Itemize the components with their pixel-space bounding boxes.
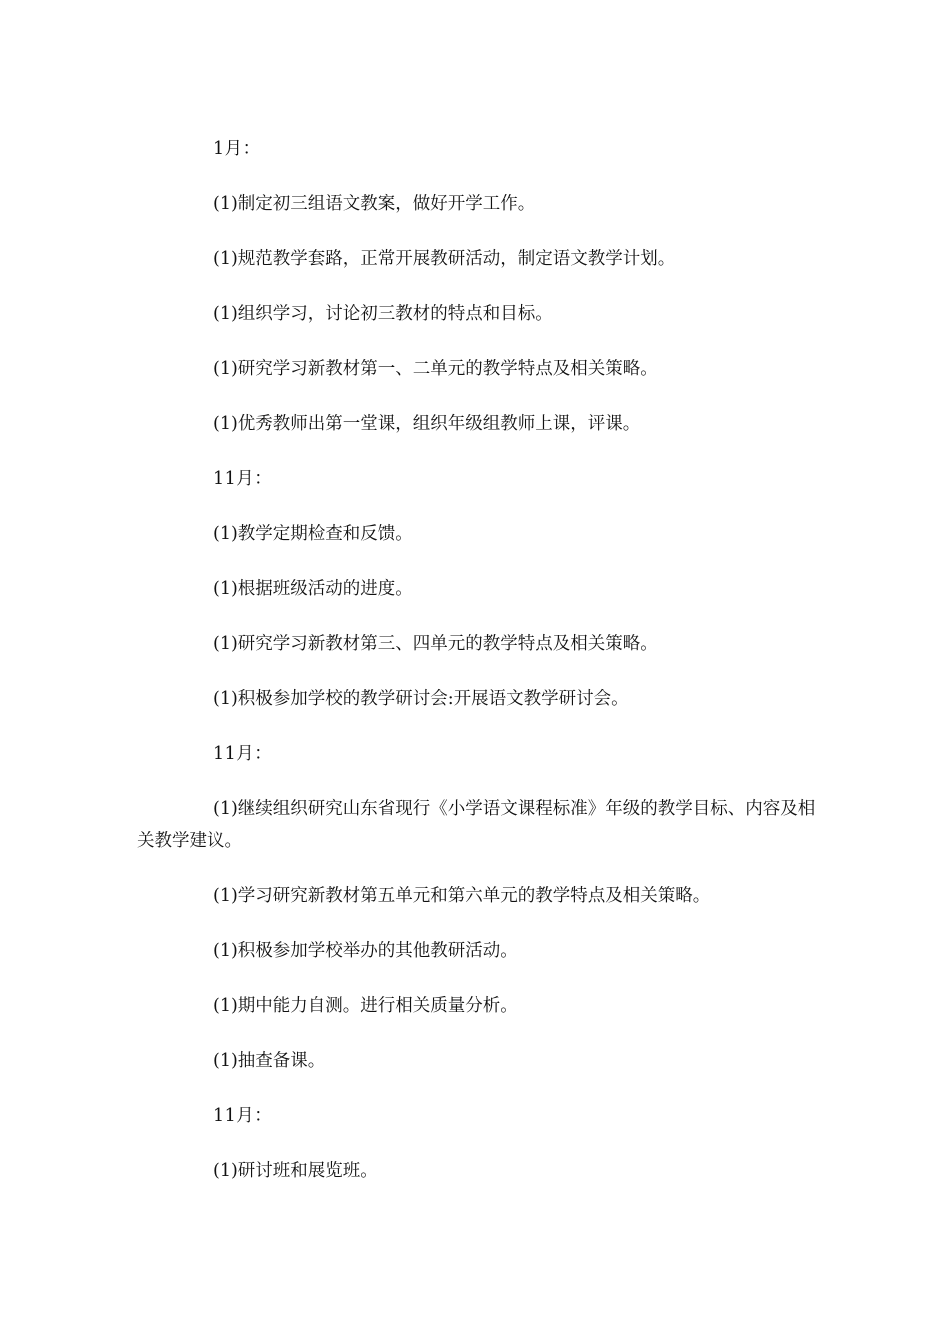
plan-item: (1)教学定期检查和反馈。 <box>213 524 413 544</box>
plan-item: (1)学习研究新教材第五单元和第六单元的教学特点及相关策略。 <box>213 886 711 906</box>
plan-item: (1)抽查备课。 <box>213 1051 326 1071</box>
plan-item: (1)积极参加学校的教学研讨会:开展语文教学研讨会。 <box>213 689 629 709</box>
plan-item: (1)制定初三组语文教案，做好开学工作。 <box>213 194 536 214</box>
plan-item: (1)研讨班和展览班。 <box>213 1161 378 1181</box>
plan-item: (1)根据班级活动的进度。 <box>213 579 413 599</box>
plan-item: (1)研究学习新教材第三、四单元的教学特点及相关策略。 <box>213 634 658 654</box>
month-heading: 11月： <box>213 469 273 489</box>
plan-item: (1)研究学习新教材第一、二单元的教学特点及相关策略。 <box>213 359 658 379</box>
month-heading: 11月： <box>213 744 273 764</box>
document-body <box>137 133 817 1210</box>
plan-item: (1)期中能力自测。进行相关质量分析。 <box>213 996 518 1016</box>
month-heading: 1月： <box>213 139 261 159</box>
plan-item: (1)积极参加学校举办的其他教研活动。 <box>213 941 518 961</box>
month-heading: 11月： <box>213 1106 273 1126</box>
plan-item: (1)规范教学套路，正常开展教研活动，制定语文教学计划。 <box>213 249 676 269</box>
plan-item: (1)优秀教师出第一堂课，组织年级组教师上课，评课。 <box>213 414 641 434</box>
plan-item: (1)组织学习，讨论初三教材的特点和目标。 <box>213 304 553 324</box>
plan-item: (1)继续组织研究山东省现行《小学语文课程标准》年级的教学目标、内容及相关教学建议。 <box>137 799 816 851</box>
